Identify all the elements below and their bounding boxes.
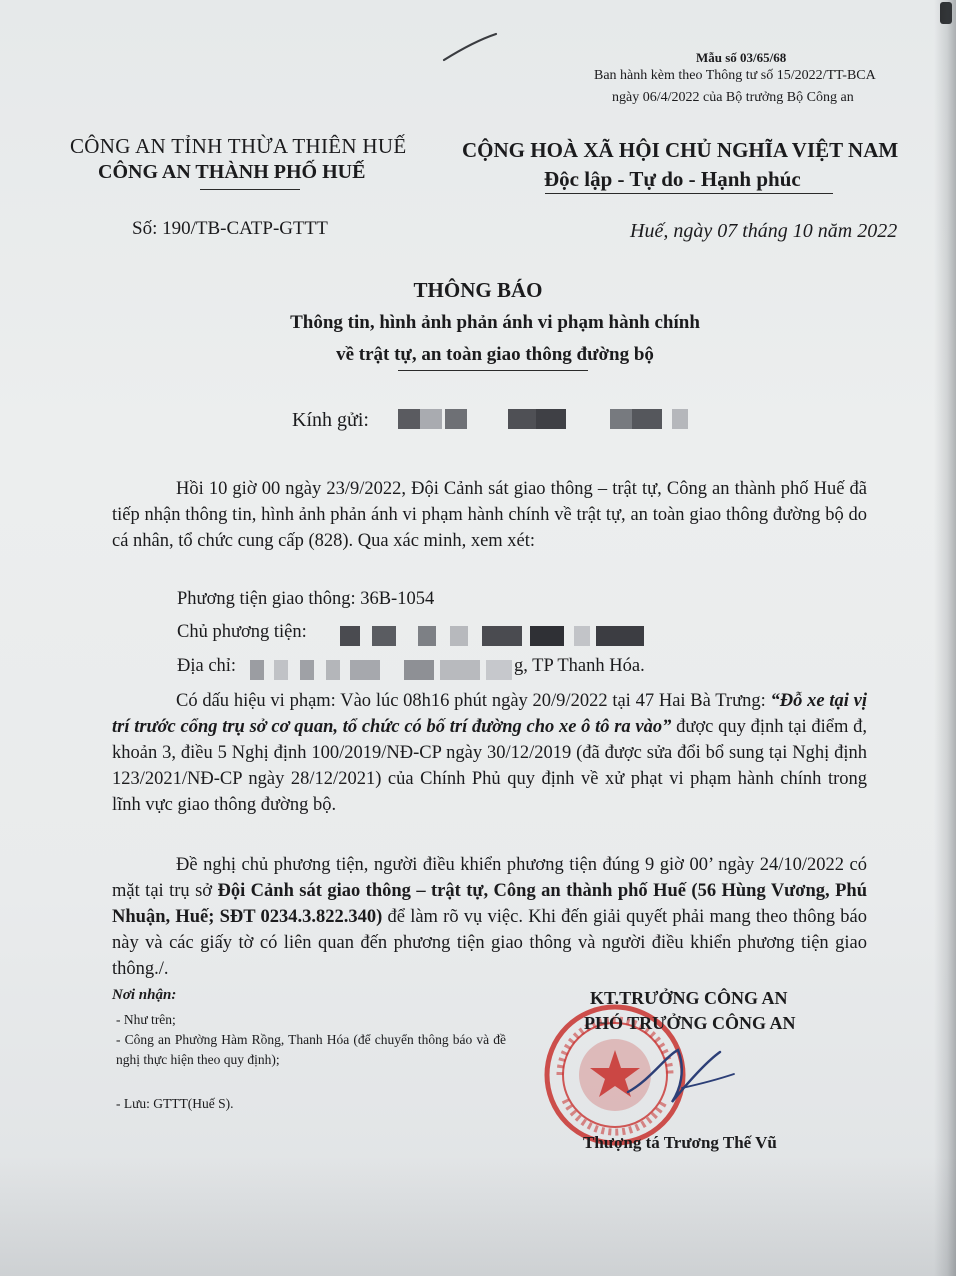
document-subtitle-1: Thông tin, hình ảnh phản ánh vi phạm hành chính bbox=[290, 312, 700, 333]
paragraph-receipt bbox=[112, 476, 867, 554]
paragraph-receipt-text: Hồi 10 giờ 00 ngày 23/9/2022, Đội Cảnh sát giao thông – trật tự, Công an thành phố Huế đã tiếp nhận thông tin, hình ảnh phản ánh vi phạm hành chính về trật tự, an toàn giao thông đường bộ do cá nhân, tổ chức cung cấp (828). Qua xác minh, xem xét: bbox=[112, 479, 867, 551]
document-title: THÔNG BÁO bbox=[413, 278, 543, 302]
greeting-label: Kính gửi: bbox=[292, 409, 369, 431]
owner-line bbox=[177, 622, 307, 643]
handwritten-signature bbox=[620, 1040, 740, 1110]
violation-intro: Có dấu hiệu vi phạm: Vào lúc 08h16 phút ngày 20/9/2022 tại 47 Hai Bà Trưng: bbox=[176, 691, 771, 711]
national-title: CỘNG HOÀ XÃ HỘI CHỦ NGHĨA VIỆT NAM bbox=[462, 138, 899, 162]
pen-mark bbox=[440, 30, 500, 64]
issued-line-2: ngày 06/4/2022 của Bộ trưởng Bộ Công an bbox=[612, 90, 854, 105]
request-intro: Đề nghị chủ phương tiện, người điều khiển phương tiện đúng 9 giờ 00’ ngày 24/10/2022 có mặt tại trụ sở bbox=[112, 855, 867, 901]
document-number: Số: 190/TB-CATP-GTTT bbox=[132, 218, 328, 239]
agency-name: CÔNG AN THÀNH PHỐ HUẾ bbox=[98, 161, 366, 183]
signature-title-1: KT.TRƯỞNG CÔNG AN bbox=[590, 988, 788, 1008]
recipient-item: - Như trên; bbox=[116, 1012, 176, 1027]
agency-parent: CÔNG AN TỈNH THỪA THIÊN HUẾ bbox=[70, 134, 407, 158]
recipients-title: Nơi nhận: bbox=[112, 987, 177, 1003]
signer-name: Thượng tá Trương Thế Vũ bbox=[583, 1133, 777, 1152]
address-label: Địa chỉ: bbox=[177, 656, 237, 676]
address-line bbox=[177, 656, 236, 677]
owner-label: Chủ phương tiện: bbox=[177, 622, 307, 642]
page-shadow-bottom bbox=[0, 1156, 956, 1276]
document-subtitle-2: về trật tự, an toàn giao thông đường bộ bbox=[336, 344, 654, 365]
request-rest: để làm rõ vụ việc. Khi đến giải quyết phải mang theo thông báo này và các giấy tờ có liên quan đến phương tiện giao thông và người điều khiển phương tiện giao thông./. bbox=[112, 907, 867, 979]
address-visible: g, TP Thanh Hóa. bbox=[514, 656, 645, 676]
motto-underline bbox=[545, 193, 833, 194]
recipient-item: - Lưu: GTTT(Huế S). bbox=[116, 1096, 234, 1111]
signature-title-2: PHÓ TRƯỞNG CÔNG AN bbox=[584, 1013, 796, 1033]
request-bold: Đội Cảnh sát giao thông – trật tự, Công an thành phố Huế (56 Hùng Vương, Phú Nhuận, Huế; SĐT 0234.3.822.340) bbox=[112, 881, 867, 927]
paragraph-violation bbox=[112, 688, 867, 818]
recipient-item: - Công an Phường Hàm Rồng, Thanh Hóa (để chuyển thông báo và đề nghị thực hiện theo quy định); bbox=[116, 1032, 506, 1067]
violation-quote: “Đỗ xe tại vị trí trước cổng trụ sở cơ quan, tổ chức có bố trí đường cho xe ô tô ra vào” bbox=[112, 691, 868, 737]
place-date: Huế, ngày 07 tháng 10 năm 2022 bbox=[630, 220, 898, 242]
national-motto: Độc lập - Tự do - Hạnh phúc bbox=[544, 167, 801, 191]
form-code: Mẫu số 03/65/68 bbox=[696, 50, 787, 65]
page-shadow-right bbox=[934, 0, 956, 1276]
violation-rest: được quy định tại điểm đ, khoản 3, điều 5 Nghị định 100/2019/NĐ-CP ngày 30/12/2019 (đã được sửa đổi bổ sung tại Nghị định 123/2021/NĐ-CP ngày 28/12/2021) của Chính Phủ quy định về xử phạt vi phạm hành chính trong lĩnh vực giao thông đường bộ. bbox=[112, 717, 867, 815]
agency-underline bbox=[200, 189, 300, 190]
paragraph-request bbox=[112, 852, 867, 982]
subtitle-underline bbox=[398, 370, 588, 371]
issued-line-1: Ban hành kèm theo Thông tư số 15/2022/TT-BCA bbox=[594, 68, 876, 83]
vehicle-line: Phương tiện giao thông: 36B-1054 bbox=[177, 589, 435, 609]
